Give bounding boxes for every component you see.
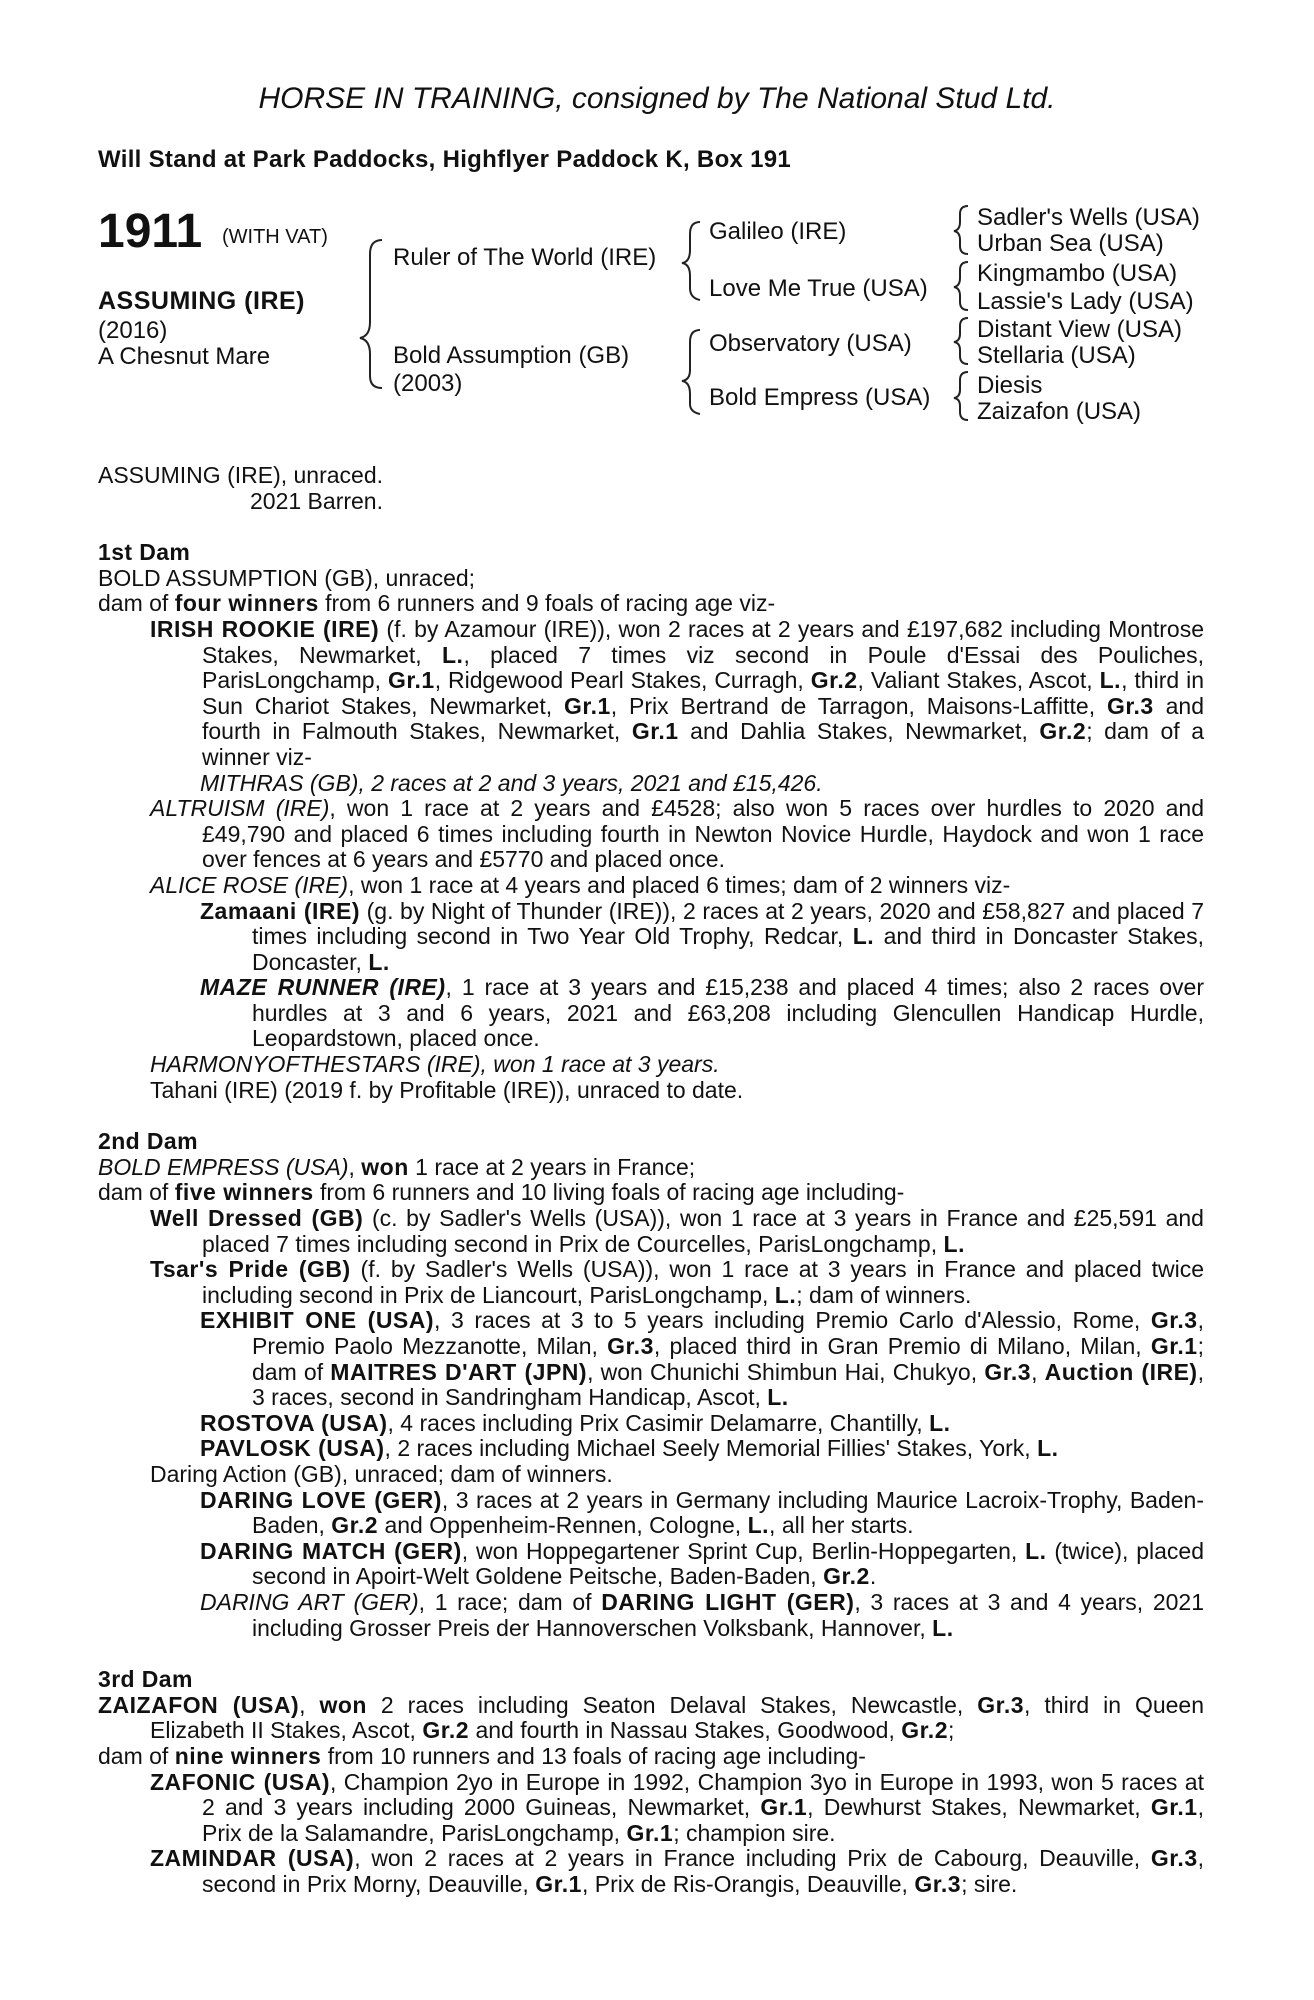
horse-description: A Chesnut Mare [98, 343, 271, 370]
ped-dam-sire: Observatory (USA) [709, 330, 912, 357]
progeny-tahani: Tahani (IRE) (2019 f. by Profitable (IRE)), unraced to date. [150, 1076, 744, 1103]
progeny-altruism: ALTRUISM (IRE), won 1 race at 2 years and £4528; also won 5 races over hurdles to 2020 and £49,790 and placed 6 times including fourth in Newton Novice Hurdle, Haydock and won 1 race over fences at 6 years and £5770 and placed once. [150, 795, 1204, 873]
first-dam-name: BOLD ASSUMPTION (GB), unraced; [98, 564, 476, 591]
ped-sire-dam: Love Me True (USA) [709, 275, 928, 302]
progeny-exhibit-one: EXHIBIT ONE (USA), 3 races at 3 to 5 years including Premio Carlo d'Alessio, Rome, Gr.3, Premio Paolo Mezzanotte, Milan, Gr.3, placed third in Gran Premio di Milano, Milan, Gr.1; dam of MAITRES D'ART (JPN), won Chunichi Shimbun Hai, Chukyo, Gr.3, Auction (IRE), 3 races, second in Sandringham Handicap, Ascot, L. [200, 1307, 1204, 1411]
progeny-tsars-pride: Tsar's Pride (GB) (f. by Sadler's Wells (USA)), won 1 race at 3 years in France and placed twice including second in Prix de Liancourt, ParisLongchamp, L.; dam of winners. [150, 1256, 1204, 1308]
progeny-daring-match: DARING MATCH (GER), won Hoppegartener Sprint Cup, Berlin-Hoppegarten, L. (twice), placed second in Apoirt-Welt Goldene Peitsche, Baden-Baden, Gr.2. [200, 1537, 1204, 1590]
progeny-alice-rose: ALICE ROSE (IRE), won 1 race at 4 years and placed 6 times; dam of 2 winners viz- [150, 871, 1011, 898]
ped-g3: Kingmambo (USA) [977, 260, 1178, 287]
ped-g7: Diesis [977, 372, 1043, 399]
ped-dam-dam: Bold Empress (USA) [709, 384, 931, 411]
second-dam-record: dam of five winners from 6 runners and 10 living foals of racing age including- [98, 1179, 905, 1206]
ped-g2: Urban Sea (USA) [977, 230, 1164, 257]
ped-g1: Sadler's Wells (USA) [977, 204, 1200, 231]
progeny-harmonyofthestars: HARMONYOFTHESTARS (IRE), won 1 race at 3 years. [150, 1051, 720, 1078]
progeny-zafonic: ZAFONIC (USA), Champion 2yo in Europe in 1992, Champion 3yo in Europe in 1993, won 5 races at 2 and 3 years including 2000 Guineas, Newmarket, Gr.1, Dewhurst Stakes, Newmarket, Gr.1, Prix de la Salamandre, ParisLongchamp, Gr.1; champion sire. [150, 1768, 1204, 1846]
second-dam-heading: 2nd Dam [98, 1128, 198, 1155]
third-dam-record: dam of nine winners from 10 runners and 13 foals of racing age including- [98, 1742, 866, 1769]
progeny-daring-action: Daring Action (GB), unraced; dam of winners. [150, 1460, 613, 1487]
stand-location: Will Stand at Park Paddocks, Highflyer Paddock K, Box 191 [98, 146, 792, 173]
progeny-zamindar: ZAMINDAR (USA), won 2 races at 2 years in France including Prix de Cabourg, Deauville, Gr.3, second in Prix Morny, Deauville, Gr.1, Prix de Ris-Orangis, Deauville, Gr.3; sire. [150, 1845, 1205, 1897]
first-dam-heading: 1st Dam [98, 539, 191, 566]
lot-number: 1911 [98, 205, 203, 258]
second-dam-name: BOLD EMPRESS (USA), won 1 race at 2 years in France; [98, 1153, 696, 1180]
ped-g6: Stellaria (USA) [977, 342, 1136, 369]
horse-year: (2016) [98, 317, 168, 344]
ped-g8: Zaizafon (USA) [977, 398, 1142, 425]
progeny-well-dressed: Well Dressed (GB) (c. by Sadler's Wells (USA)), won 1 race at 3 years in France and £25,591 and placed 7 times including second in Prix de Courcelles, ParisLongchamp, L. [150, 1205, 1204, 1257]
progeny-mithras: MITHRAS (GB), 2 races at 2 and 3 years, 2021 and £15,426. [200, 769, 823, 796]
progeny-rostova: ROSTOVA (USA), 4 races including Prix Casimir Delamarre, Chantilly, L. [200, 1409, 951, 1436]
third-dam-name: ZAIZAFON (USA), won 2 races including Seaton Delaval Stakes, Newcastle, Gr.3, third in Queen Elizabeth II Stakes, Ascot, Gr.2 and fourth in Nassau Stakes, Goodwood, Gr.2; [98, 1691, 1205, 1744]
ped-dam-year: (2003) [393, 370, 463, 397]
progeny-pavlosk: PAVLOSK (USA), 2 races including Michael Seely Memorial Fillies' Stakes, York, L. [200, 1435, 1059, 1462]
progeny-daring-love: DARING LOVE (GER), 3 races at 2 years in Germany including Maurice Lacroix-Trophy, Baden-Baden, Gr.2 and Oppenheim-Rennen, Cologne, L., all her starts. [200, 1486, 1205, 1539]
ped-g4: Lassie's Lady (USA) [977, 288, 1194, 315]
progeny-zamaani: Zamaani (IRE) (g. by Night of Thunder (IRE)), 2 races at 2 years, 2020 and £58,827 and placed 7 times including second in Two Year Old Trophy, Redcar, L. and third in Doncaster Stakes, Doncaster, L. [200, 897, 1204, 975]
catalogue-body [98, 463, 1204, 1897]
summary-line: ASSUMING (IRE), unraced. [98, 462, 384, 488]
progeny-daring-art: DARING ART (GER), 1 race; dam of DARING LIGHT (GER), 3 races at 3 and 4 years, 2021 including Grosser Preis der Hannoverschen Volksbank, Hannover, L. [200, 1588, 1204, 1641]
summary-barren: 2021 Barren. [250, 487, 383, 514]
ped-dam: Bold Assumption (GB) [393, 342, 630, 369]
first-dam-record: dam of four winners from 6 runners and 9 foals of racing age viz- [98, 590, 776, 617]
ped-sire: Ruler of The World (IRE) [393, 244, 657, 271]
lot-vat: (WITH VAT) [222, 226, 328, 248]
page-title: HORSE IN TRAINING, consigned by The National Stud Ltd. [258, 82, 1056, 115]
ped-sire-sire: Galileo (IRE) [709, 218, 847, 245]
progeny-maze-runner: MAZE RUNNER (IRE), 1 race at 3 years and £15,238 and placed 4 times; also 2 races over hurdles at 3 and 6 years, 2021 and £63,208 including Glencullen Handicap Hurdle, Leopardstown, placed once. [200, 974, 1204, 1052]
progeny-irish-rookie: IRISH ROOKIE (IRE) (f. by Azamour (IRE)), won 2 races at 2 years and £197,682 including Montrose Stakes, Newmarket, L., placed 7 times viz second in Poule d'Essai des Pouliches, ParisLongchamp, Gr.1, Ridgewood Pearl Stakes, Curragh, Gr.2, Valiant Stakes, Ascot, L., third in Sun Chariot Stakes, Newmarket, Gr.1, Prix Bertrand de Tarragon, Maisons-Laffitte, Gr.3 and fourth in Falmouth Stakes, Newmarket, Gr.1 and Dahlia Stakes, Newmarket, Gr.2; dam of a winner viz- [150, 615, 1204, 770]
horse-name: ASSUMING (IRE) [98, 287, 305, 315]
ped-g5: Distant View (USA) [977, 316, 1182, 343]
third-dam-heading: 3rd Dam [98, 1666, 193, 1693]
